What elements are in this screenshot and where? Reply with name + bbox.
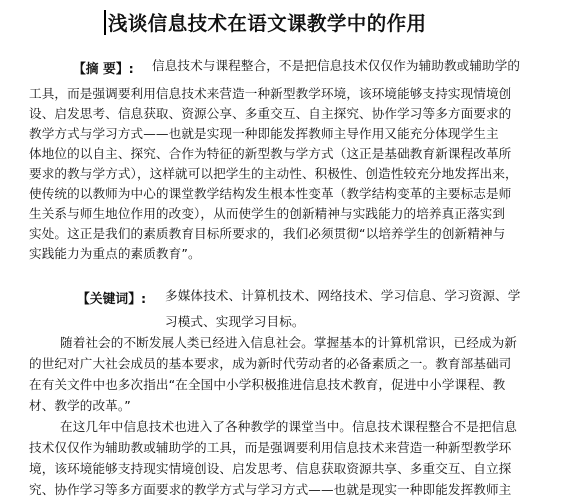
body-line: 随着社会的不断发展人类已经进入信息社会。掌握基本的计算机常识，已经成为新 [60,335,517,350]
abstract-line: 实处。这正是我们的素质教育目标所要求的，我们必须贯彻“以培养学生的创新精神与 [29,226,506,241]
body-line: 境，该环境能够支持现实情境创设、启发思考、信息获取资源共享、多重交互、自立探 [29,461,512,476]
abstract-line: 生关系与师生地位作用的改变），从而使学生的创新精神与实践能力的培养真正落实到 [29,206,506,221]
abstract-line: 使传统的以教师为中心的课堂教学结构发生根本性变革（教学结构变革的主要标志是师 [29,186,512,201]
body-line: 在这几年中信息技术也进入了各种教学的课堂当中。信息技术课程整合不是把信息 [60,419,517,434]
abstract-label: 【摘 要】: [73,62,134,77]
abstract-line: 工具，而是强调要利用信息技术来营造一种新型教学环境，该环境能够支持实现情境创 [29,86,512,101]
keywords-line: 多媒体技术、计算机技术、网络技术、学习信息、学习资源、学 [165,288,521,303]
keywords-line: 习模式、实现学习目标。 [165,314,305,329]
keywords-label: 【关键词】: [77,292,147,307]
text-cursor [104,10,106,35]
abstract-line: 信息技术与课程整合，不是把信息技术仅仅作为辅助教或辅助学的 [152,58,521,73]
abstract-line: 要求的教与学方式），这样就可以把学生的主动性、积极性、创造性较充分地发挥出来， [29,166,518,181]
body-line: 材、教学的改革。” [29,398,131,413]
abstract-line: 实践能力为重点的素质教育”。 [29,246,201,261]
abstract-line: 体地位的以自主、探究、合作为特征的新型教与学方式（这正是基础教育新课程改革所 [29,146,512,161]
abstract-line: 设、启发思考、信息获取、资源公享、多重交互、自主探究、协作学习等多方面要求的 [29,106,512,121]
abstract-line: 教学方式与学习方式——也就是实现一种即能发挥教师主导作用又能充分体现学生主 [29,126,499,141]
body-line: 的世纪对广大社会成员的基本要求，成为新时代劳动者的必备素质之一。教育部基础司 [29,356,512,371]
document-title: 浅谈信息技术在语文课教学中的作用 [108,12,427,35]
body-line: 在有关文件中也多次指出“在全国中小学积极推进信息技术教育，促进中小学课程、教 [29,377,506,392]
body-line: 技术仅仅作为辅助教或辅助学的工具，而是强调要利用信息技术来营造一种新型教学环 [29,440,512,455]
body-line: 究、协作学习等多方面要求的教学方式与学习方式——也就是现实一种即能发挥教师主 [29,482,512,497]
